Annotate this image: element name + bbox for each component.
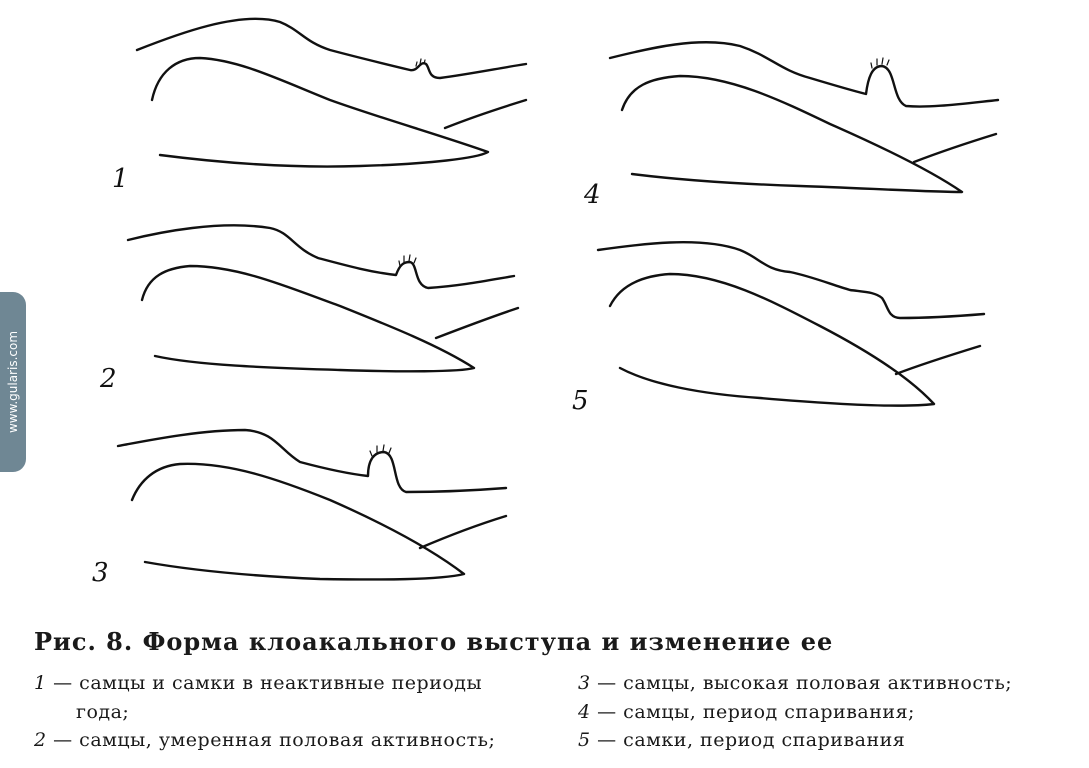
panel-1-number: 1 (112, 164, 129, 194)
panel-3-drawing (118, 430, 506, 579)
legend-item-2 (34, 729, 495, 751)
legend-item-3-number: 3 (578, 672, 591, 694)
legend-item-4-text: — самцы, период спаривания; (597, 701, 915, 723)
caption-title-text: Форма клоакального выступа и изменение ее (142, 627, 834, 656)
legend-item-1-number: 1 (34, 672, 47, 694)
panel-5-drawing (598, 242, 984, 405)
panel-1-drawing (137, 19, 526, 167)
figure-caption (34, 627, 833, 656)
watermark-text: www.gularis.com (6, 330, 20, 434)
panel-5-number: 5 (572, 386, 589, 416)
watermark-tab (0, 292, 26, 472)
legend-item-5 (578, 729, 905, 751)
panel-3-number: 3 (92, 558, 109, 588)
legend-item-1-text-cont: года; (76, 701, 130, 723)
legend-item-4-number: 4 (578, 701, 591, 723)
legend-item-1-continuation (76, 701, 129, 723)
legend-item-5-number: 5 (578, 729, 591, 751)
legend-item-1 (34, 672, 482, 694)
legend-item-2-number: 2 (34, 729, 47, 751)
legend-item-2-text: — самцы, умеренная половая активность; (53, 729, 496, 751)
panel-4-number: 4 (584, 180, 601, 210)
legend-item-3 (578, 672, 1012, 694)
legend-item-5-text: — самки, период спаривания (597, 729, 906, 751)
caption-prefix: Рис. 8. (34, 627, 134, 656)
panel-4-drawing (610, 42, 998, 192)
panel-2-drawing (128, 225, 518, 371)
legend-item-4 (578, 701, 915, 723)
legend-item-3-text: — самцы, высокая половая активность; (597, 672, 1013, 694)
panel-2-number: 2 (100, 364, 117, 394)
legend-item-1-text: — самцы и самки в неактивные периоды (53, 672, 483, 694)
